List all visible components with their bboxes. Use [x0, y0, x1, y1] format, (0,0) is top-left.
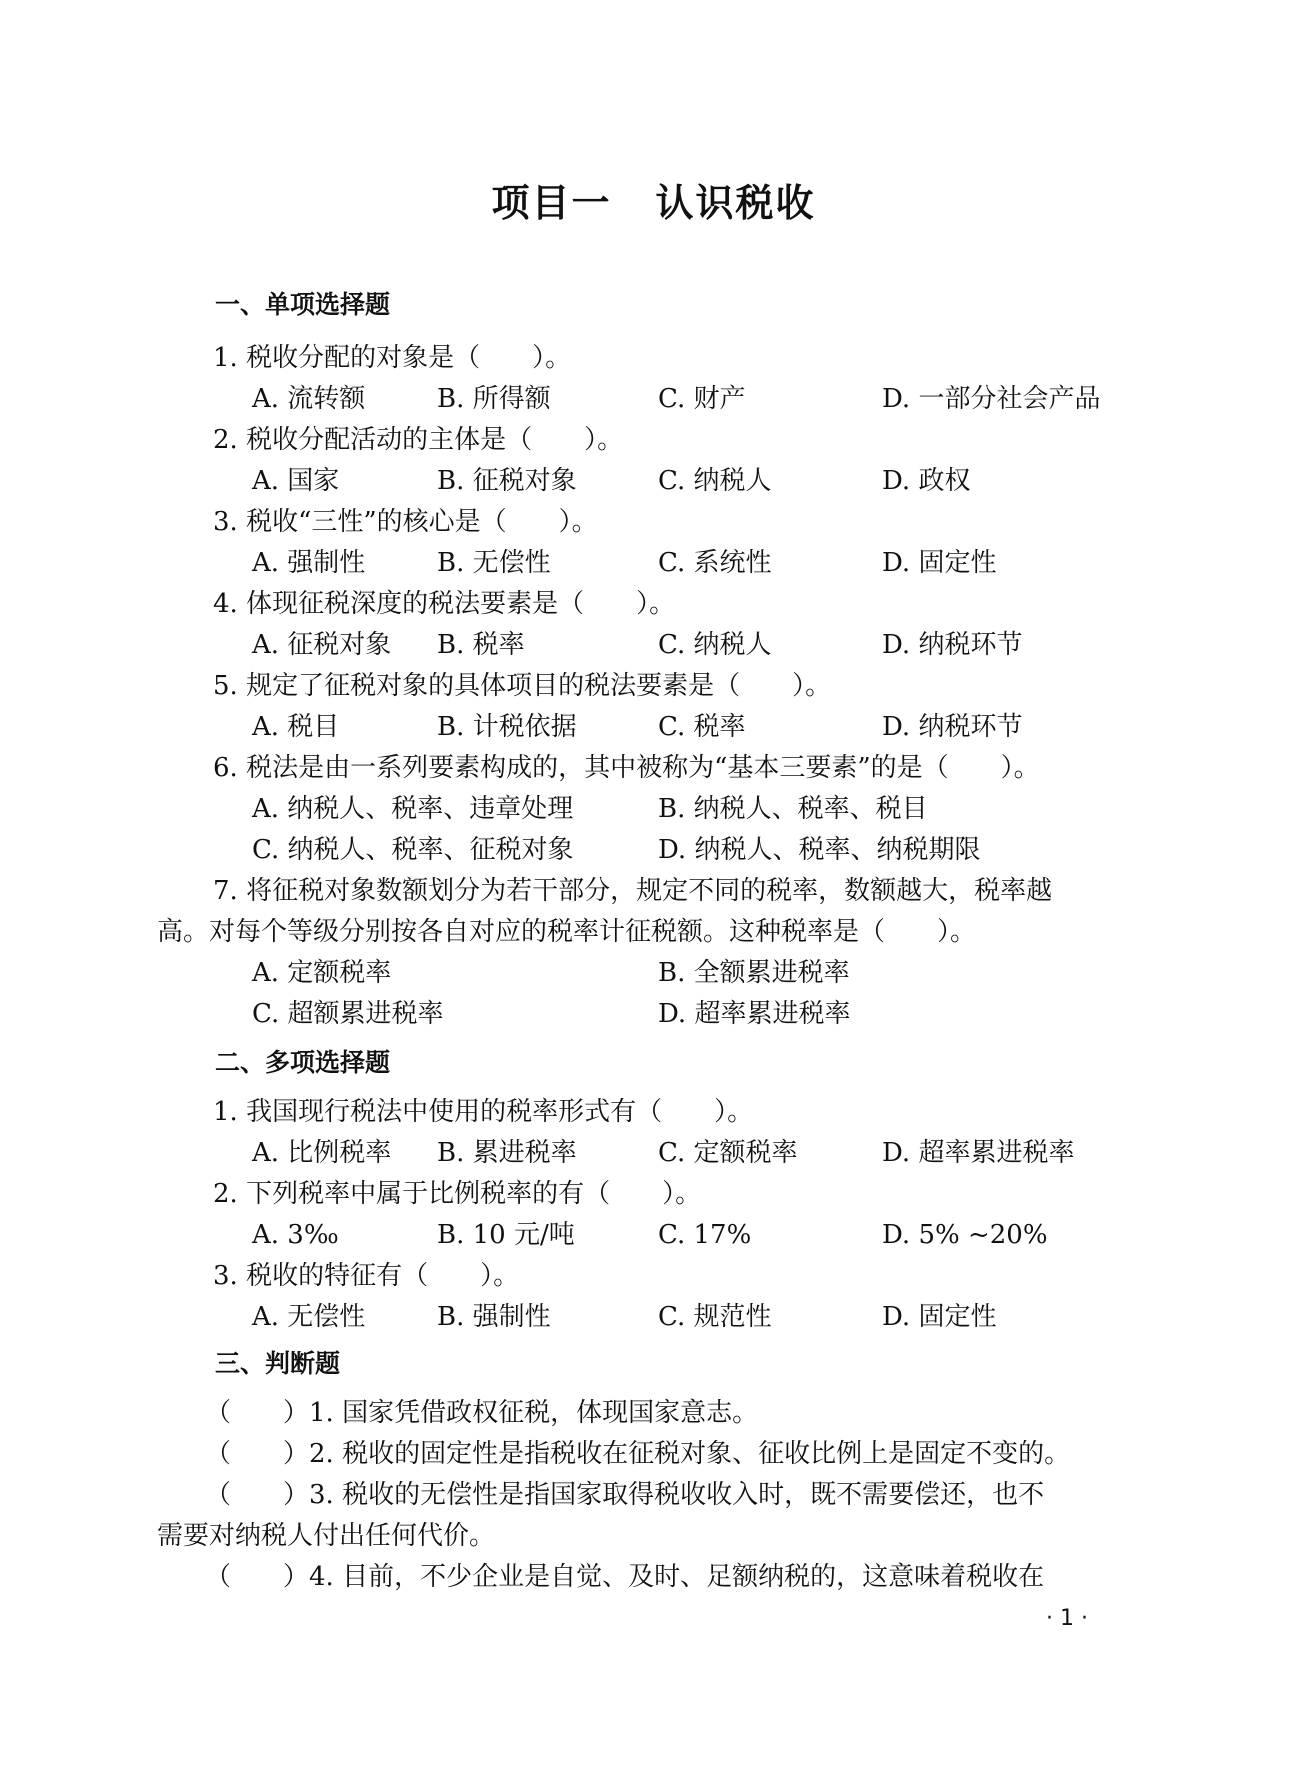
section-heading-single-choice: 一、单项选择题	[215, 290, 391, 319]
option-b: B. 税率	[437, 630, 525, 660]
option-c: C. 定额税率	[658, 1138, 798, 1168]
option-d: D. 纳税环节	[882, 630, 1023, 660]
page-number: · 1 ·	[1046, 1606, 1088, 1631]
option-b: B. 计税依据	[437, 712, 577, 742]
option-d: D. 固定性	[882, 1302, 997, 1332]
section-heading-multiple-choice: 二、多项选择题	[215, 1048, 391, 1077]
question-text: 5. 规定了征税对象的具体项目的税法要素是（ ）。	[213, 671, 832, 701]
question-text: 3. 税收“三性”的核心是（ ）。	[213, 507, 598, 537]
option-a: A. 3‰	[252, 1220, 339, 1250]
question-text: 1. 税收分配的对象是（ ）。	[213, 343, 572, 373]
option-c: C. 纳税人	[658, 466, 772, 496]
option-d: D. 5% ~20%	[882, 1220, 1048, 1250]
option-a: A. 税目	[252, 712, 340, 742]
option-d: D. 固定性	[882, 548, 997, 578]
judgment-item-line1: （ ）4. 目前，不少企业是自觉、及时、足额纳税的，这意味着税收在	[205, 1562, 1045, 1592]
question-text-line2: 高。对每个等级分别按各自对应的税率计征税额。这种税率是（ ）。	[157, 917, 977, 947]
option-c: C. 税率	[658, 712, 746, 742]
judgment-item: （ ）2. 税收的固定性是指税收在征税对象、征收比例上是固定不变的。	[205, 1439, 1071, 1469]
question-text: 2. 下列税率中属于比例税率的有（ ）。	[213, 1179, 702, 1209]
option-d: D. 超率累进税率	[658, 999, 851, 1029]
option-a: A. 流转额	[252, 384, 366, 414]
option-a: A. 征税对象	[252, 630, 392, 660]
judgment-item: （ ）1. 国家凭借政权征税，体现国家意志。	[205, 1398, 759, 1428]
question-text: 3. 税收的特征有（ ）。	[213, 1261, 520, 1291]
option-c: C. 17%	[658, 1220, 752, 1250]
option-b: B. 无偿性	[437, 548, 551, 578]
option-c: C. 规范性	[658, 1302, 772, 1332]
option-a: A. 比例税率	[252, 1138, 392, 1168]
title-part1: 项目一	[491, 181, 612, 225]
option-b: B. 10 元/吨	[437, 1220, 575, 1250]
option-a: A. 纳税人、税率、违章处理	[252, 794, 574, 824]
option-d: D. 纳税人、税率、纳税期限	[658, 835, 981, 865]
option-c: C. 财产	[658, 384, 746, 414]
option-b: B. 征税对象	[437, 466, 577, 496]
option-b: B. 强制性	[437, 1302, 551, 1332]
option-c: C. 系统性	[658, 548, 772, 578]
option-b: B. 全额累进税率	[658, 958, 850, 988]
option-d: D. 纳税环节	[882, 712, 1023, 742]
title-part2: 认识税收	[655, 181, 816, 225]
option-a: A. 定额税率	[252, 958, 392, 988]
judgment-item-line1: （ ）3. 税收的无偿性是指国家取得税收收入时，既不需要偿还，也不	[205, 1480, 1045, 1510]
option-a: A. 国家	[252, 466, 340, 496]
option-d: D. 超率累进税率	[882, 1138, 1075, 1168]
option-b: B. 累进税率	[437, 1138, 577, 1168]
option-d: D. 一部分社会产品	[882, 384, 1101, 414]
option-b: B. 所得额	[437, 384, 551, 414]
question-text: 6. 税法是由一系列要素构成的，其中被称为“基本三要素”的是（ ）。	[213, 753, 1040, 783]
option-c: C. 纳税人	[658, 630, 772, 660]
option-c: C. 超额累进税率	[252, 999, 444, 1029]
option-a: A. 强制性	[252, 548, 366, 578]
section-heading-true-false: 三、判断题	[215, 1349, 341, 1378]
option-b: B. 纳税人、税率、税目	[658, 794, 928, 824]
option-d: D. 政权	[882, 466, 971, 496]
question-text: 1. 我国现行税法中使用的税率形式有（ ）。	[213, 1097, 754, 1127]
question-text: 4. 体现征税深度的税法要素是（ ）。	[213, 589, 676, 619]
question-text-line1: 7. 将征税对象数额划分为若干部分，规定不同的税率，数额越大，税率越	[213, 876, 1053, 906]
option-c: C. 纳税人、税率、征税对象	[252, 835, 574, 865]
page-title	[0, 172, 1307, 227]
option-a: A. 无偿性	[252, 1302, 366, 1332]
question-text: 2. 税收分配活动的主体是（ ）。	[213, 425, 624, 455]
judgment-item-line2: 需要对纳税人付出任何代价。	[157, 1521, 496, 1551]
